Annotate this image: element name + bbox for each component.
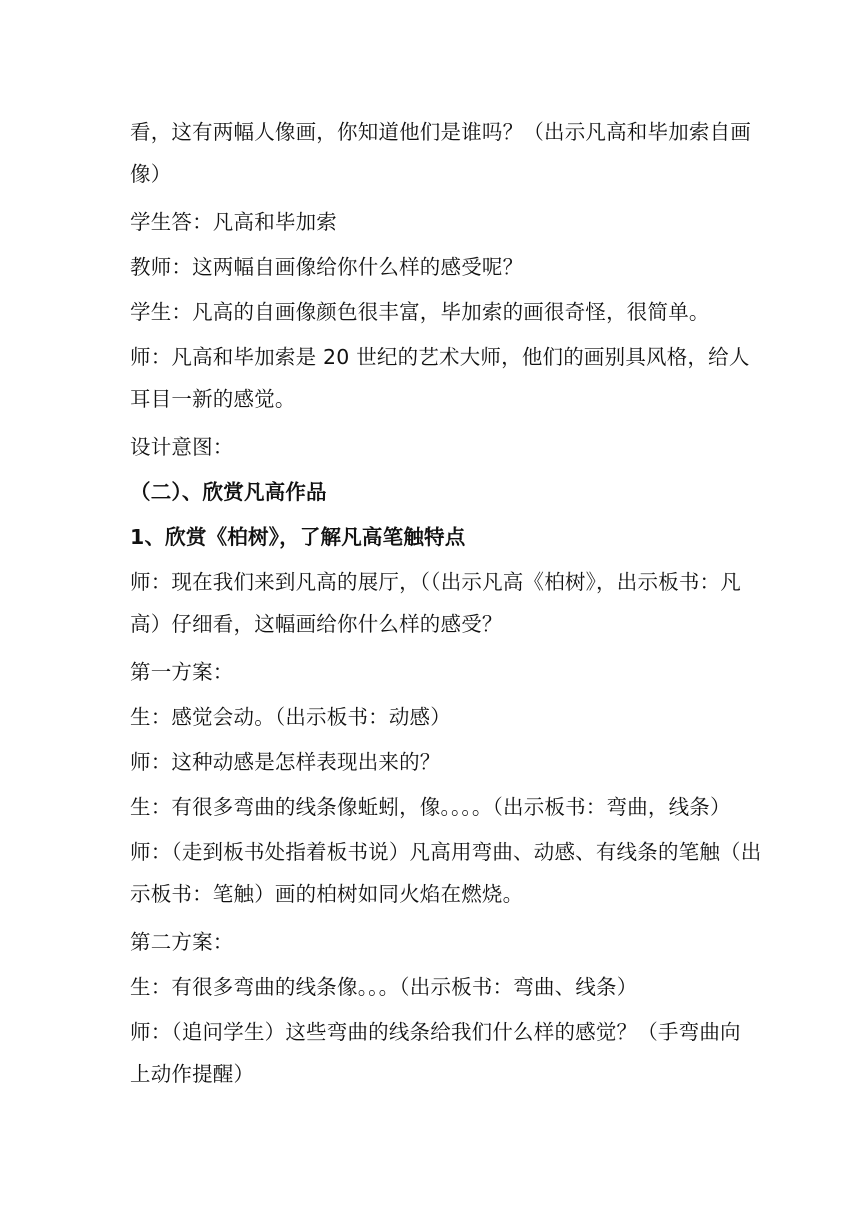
- subsection-heading: 1、欣赏《柏树》，了解凡高笔触特点: [130, 525, 466, 549]
- document-body: [130, 110, 762, 1100]
- paragraph-line: 师：（追问学生）这些弯曲的线条给我们什么样的感觉？（手弯曲向: [130, 1020, 741, 1044]
- paragraph-line: 看，这有两幅人像画，你知道他们是谁吗？（出示凡高和毕加索自画: [130, 120, 751, 144]
- paragraph-line: 师：现在我们来到凡高的展厅，（（出示凡高《柏树》，出示板书：凡: [130, 570, 741, 594]
- paragraph-line: 示板书：笔触）画的柏树如同火焰在燃烧。: [130, 882, 524, 906]
- paragraph-line: 学生答：凡高和毕加索: [130, 210, 337, 234]
- paragraph-line: 师：这种动感是怎样表现出来的？: [130, 750, 441, 774]
- section-heading: （二）、欣赏凡高作品: [130, 480, 327, 504]
- paragraph-line: 设计意图：: [130, 435, 234, 459]
- paragraph-line: 耳目一新的感觉。: [130, 387, 296, 411]
- paragraph-line: 学生：凡高的自画像颜色很丰富，毕加索的画很奇怪，很简单。: [130, 300, 710, 324]
- paragraph-line: 生：有很多弯曲的线条像。。。（出示板书：弯曲、线条）: [130, 975, 638, 999]
- paragraph-line: 像）: [130, 162, 172, 186]
- paragraph-line: 生：有很多弯曲的线条像蚯蚓，像。。。。（出示板书：弯曲，线条）: [130, 795, 731, 819]
- paragraph-line: 师：凡高和毕加索是 20 世纪的艺术大师，他们的画别具风格，给人: [130, 345, 750, 369]
- paragraph-line: 第二方案：: [130, 930, 234, 954]
- paragraph-line: 生：感觉会动。（出示板书：动感）: [130, 705, 451, 729]
- paragraph-line: 师：（走到板书处指着板书说）凡高用弯曲、动感、有线条的笔触（出: [130, 840, 762, 864]
- paragraph-line: 第一方案：: [130, 660, 234, 684]
- paragraph-line: 教师：这两幅自画像给你什么样的感受呢？: [130, 255, 524, 279]
- paragraph-line: 上动作提醒）: [130, 1062, 255, 1086]
- paragraph-line: 高）仔细看，这幅画给你什么样的感受？: [130, 612, 503, 636]
